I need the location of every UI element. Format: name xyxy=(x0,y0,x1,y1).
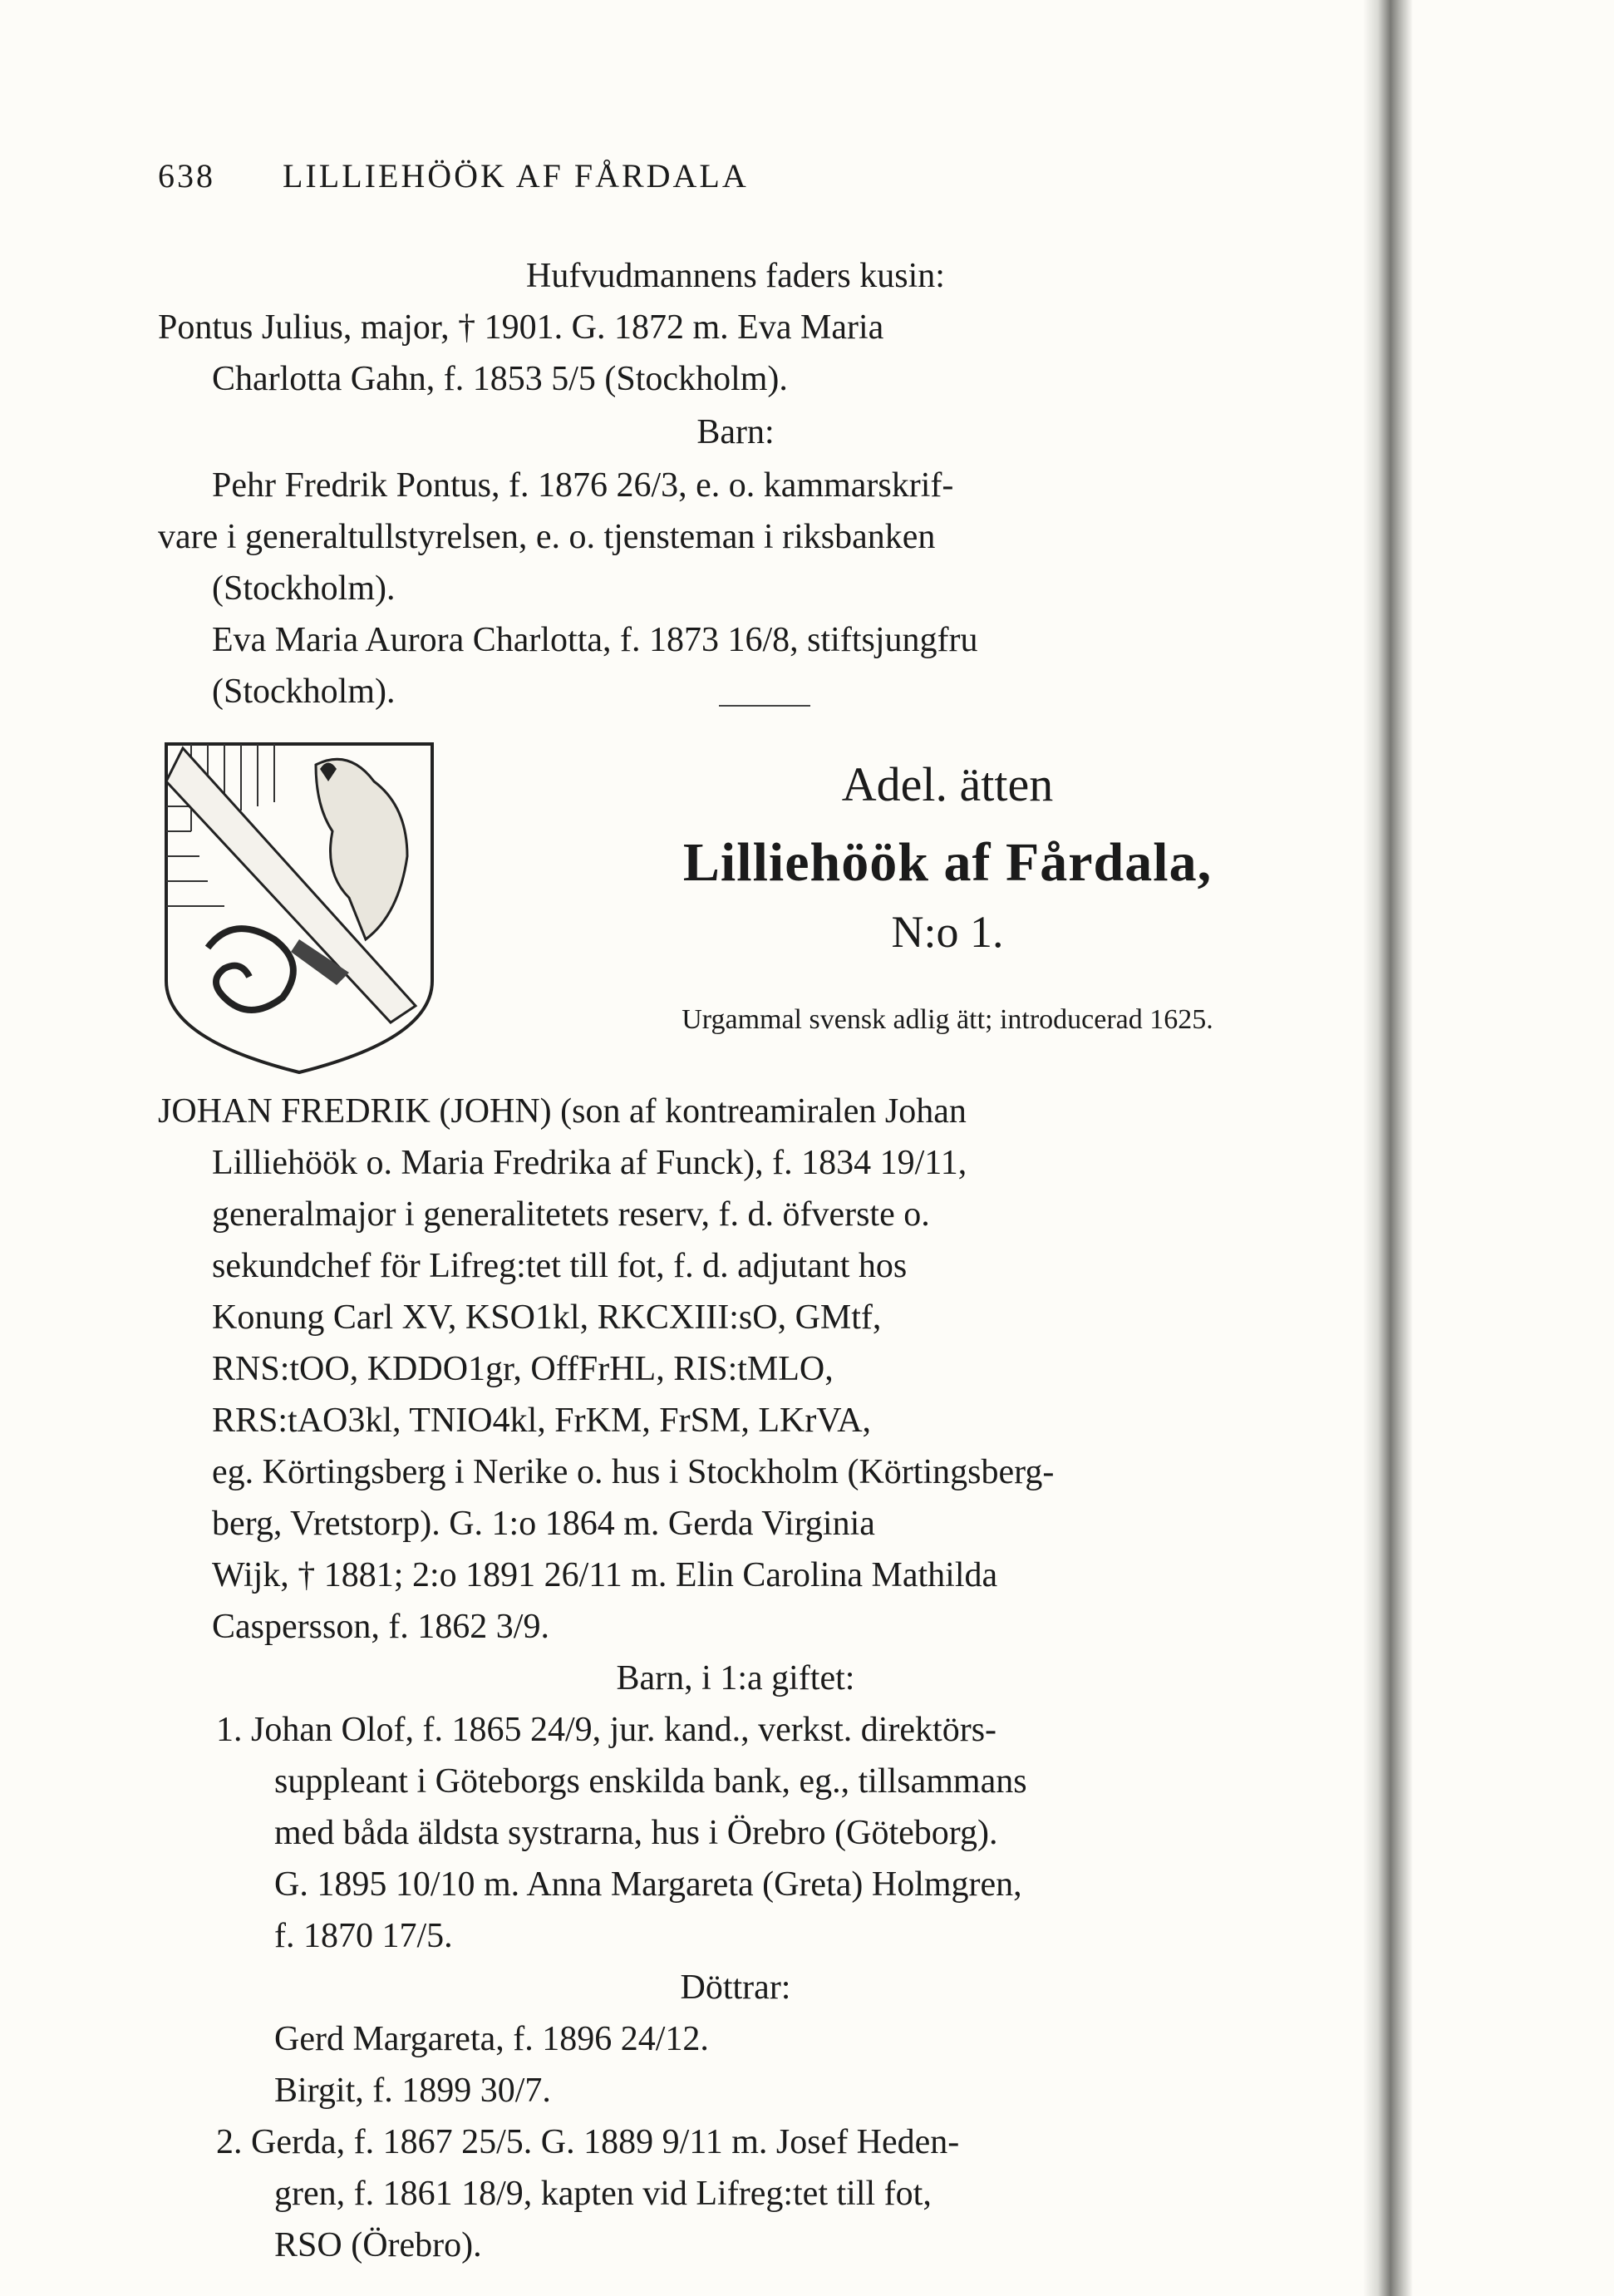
johan-line-11: Caspersson, f. 1862 3/9. xyxy=(212,1608,549,1646)
child-2-line-1: 2. Gerda, f. 1867 25/5. G. 1889 9/11 m. Josef Heden- xyxy=(216,2123,960,2161)
cousin-child-1-line-1: Pehr Fredrik Pontus, f. 1876 26/3, e. o. kammarskrif- xyxy=(212,466,954,505)
section-divider xyxy=(719,705,810,707)
johan-line-7: RRS:tAO3kl, TNIO4kl, FrKM, FrSM, LKrVA, xyxy=(212,1402,872,1440)
cousin-line-2: Charlotta Gahn, f. 1853 5/5 (Stockholm). xyxy=(212,360,788,398)
child-1-line-2: suppleant i Göteborgs enskilda bank, eg., tillsammans xyxy=(274,1762,1027,1801)
johan-line-6: RNS:tOO, KDDO1gr, OffFrHL, RIS:tMLO, xyxy=(212,1350,834,1388)
child-1-line-3: med båda äldsta systrarna, hus i Örebro (Göteborg). xyxy=(274,1814,998,1852)
child-1-line-5: f. 1870 17/5. xyxy=(274,1917,453,1955)
johan-line-3: generalmajor i generalitetets reserv, f. d. öfverste o. xyxy=(212,1195,930,1234)
family-title-line-1: Adel. ätten xyxy=(841,757,1054,811)
johan-line-4: sekundchef för Lifreg:tet till fot, f. d. adjutant hos xyxy=(212,1247,908,1285)
child-1-line-1: 1. Johan Olof, f. 1865 24/9, jur. kand., verkst. direktörs- xyxy=(216,1711,997,1749)
coat-of-arms-icon xyxy=(158,732,440,1081)
johan-children-label: Barn, i 1:a giftet: xyxy=(616,1659,855,1697)
running-header xyxy=(158,150,1313,203)
child-1-line-4: G. 1895 10/10 m. Anna Margareta (Greta) Holmgren, xyxy=(274,1865,1022,1904)
johan-line-9: berg, Vretstorp). G. 1:o 1864 m. Gerda Virginia xyxy=(212,1505,875,1543)
page-number: 638 xyxy=(158,157,215,195)
family-subtitle: Urgammal svensk adlig ätt; introducerad 1625. xyxy=(682,1004,1213,1035)
cousin-heading: Hufvudmannens faders kusin: xyxy=(526,257,945,295)
daughter-1: Gerd Margareta, f. 1896 24/12. xyxy=(274,2020,709,2058)
cousin-child-2-line-2: (Stockholm). xyxy=(212,673,396,711)
cousin-children-label: Barn: xyxy=(696,413,775,451)
page-margin xyxy=(1413,0,1614,2296)
daughter-2: Birgit, f. 1899 30/7. xyxy=(274,2072,551,2110)
page-gutter-shadow xyxy=(1363,0,1413,2296)
cousin-child-1-line-3: (Stockholm). xyxy=(212,569,396,608)
daughters-label: Döttrar: xyxy=(680,1968,791,2007)
johan-line-2: Lilliehöök o. Maria Fredrika af Funck), f. 1834 19/11, xyxy=(212,1144,967,1182)
family-title-line-2: Lilliehöök af Fårdala, xyxy=(682,832,1213,893)
cousin-child-2-line-1: Eva Maria Aurora Charlotta, f. 1873 16/8, stiftsjungfru xyxy=(212,621,978,659)
johan-line-1: JOHAN FREDRIK (JOHN) (son af kontreamiralen Johan xyxy=(158,1092,967,1131)
johan-line-5: Konung Carl XV, KSO1kl, RKCXIII:sO, GMtf, xyxy=(212,1298,882,1337)
cousin-line-1: Pontus Julius, major, † 1901. G. 1872 m. Eva Maria xyxy=(158,308,884,347)
johan-line-10: Wijk, † 1881; 2:o 1891 26/11 m. Elin Carolina Mathilda xyxy=(212,1556,998,1594)
child-2-line-2: gren, f. 1861 18/9, kapten vid Lifreg:tet till fot, xyxy=(274,2175,932,2213)
cousin-child-1-line-2: vare i generaltullstyrelsen, e. o. tjensteman i riksbanken xyxy=(158,518,936,556)
family-title-number: N:o 1. xyxy=(891,907,1004,957)
running-title: LILLIEHÖÖK AF FÅRDALA xyxy=(283,157,749,195)
child-2-line-3: RSO (Örebro). xyxy=(274,2226,482,2264)
johan-line-8: eg. Körtingsberg i Nerike o. hus i Stockholm (Körtingsberg- xyxy=(212,1453,1055,1491)
